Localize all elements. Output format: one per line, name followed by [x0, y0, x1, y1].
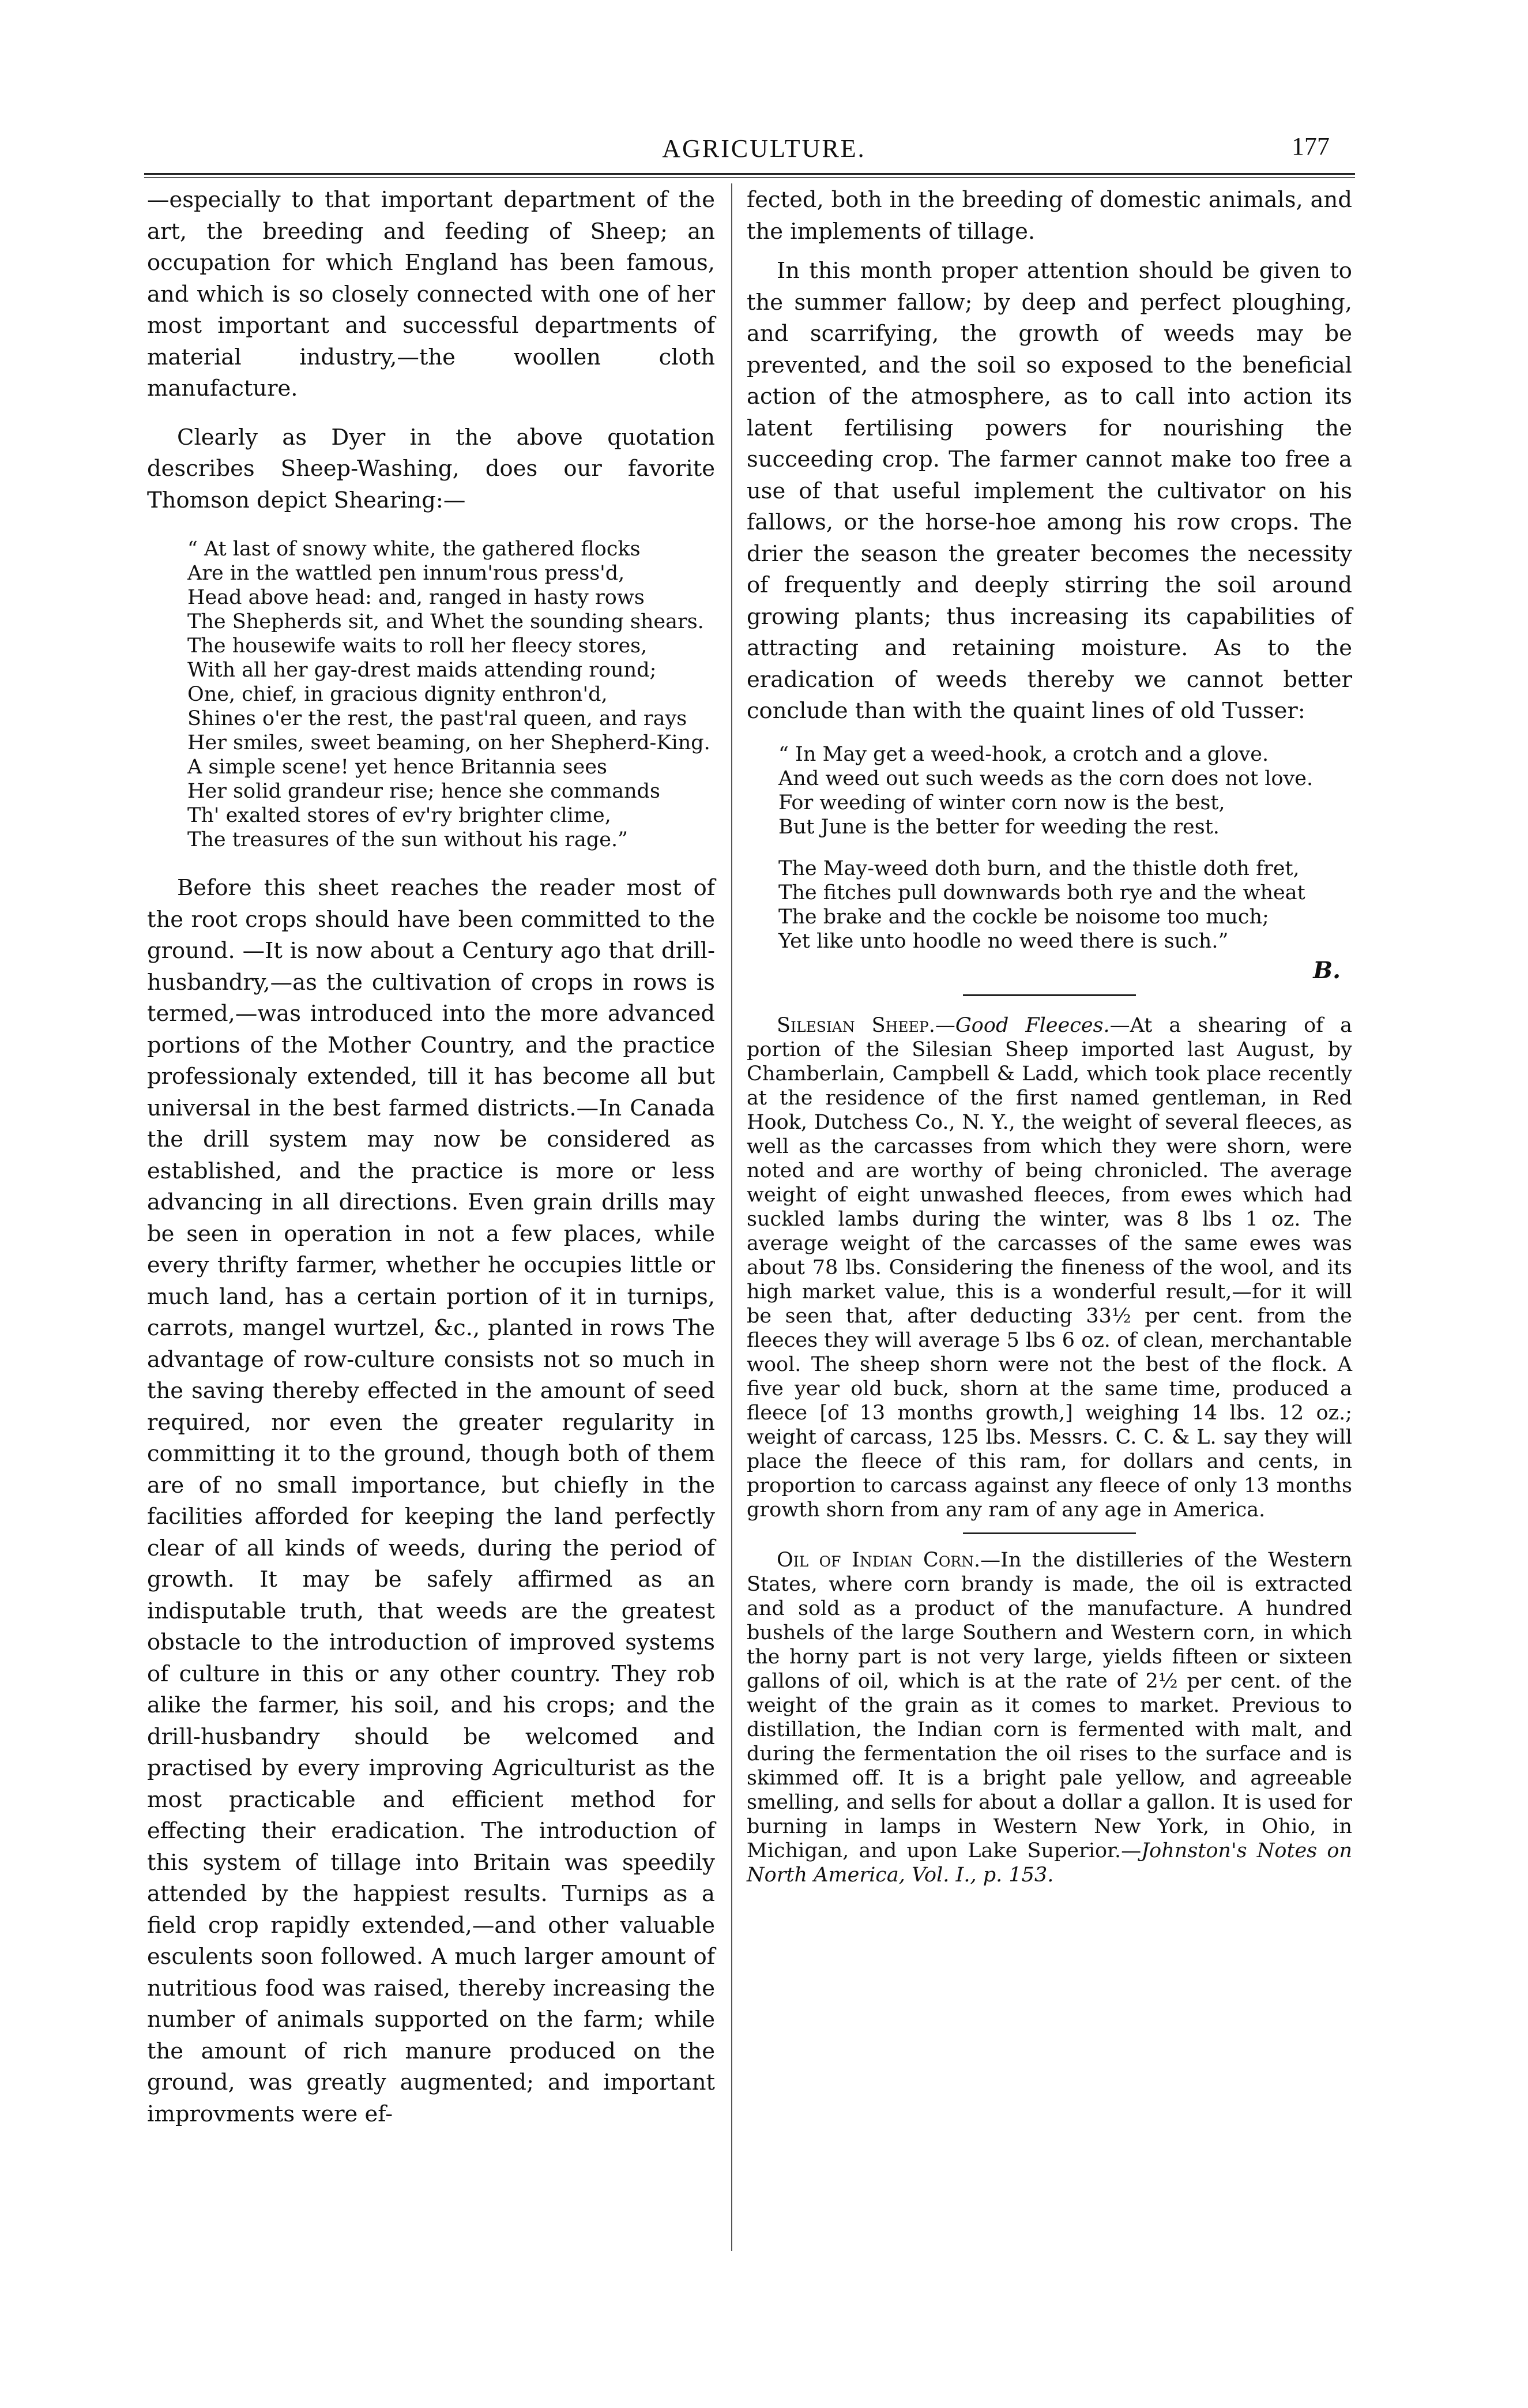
section-divider	[963, 1532, 1136, 1534]
section-title: AGRICULTURE.	[662, 134, 866, 163]
poem-line: Yet like unto hoodle no weed there is such.”	[778, 929, 1229, 953]
header-rule-thin	[144, 177, 1355, 178]
article-subtitle: Good Fleeces.	[955, 1013, 1110, 1037]
poem-line: And weed out such weeds as the corn does not love.	[778, 767, 1314, 790]
poem-line: The Shepherds sit, and Whet the sounding shears.	[187, 610, 704, 633]
indian-corn-oil-article	[747, 1548, 1352, 1887]
article-source: Johnston's Notes on North America, Vol. I., p. 153.	[747, 1839, 1352, 1887]
paragraph-drill-husbandry: Before this sheet reaches the reader most of the root crops should have been committed to the ground. —It is now about a Century ago that drill-husbandry,—as the cultivation of crops in rows is termed,—was introduced into the more advanced portions of the Mother Country, and the practice professionaly extended, till it has become all but universal in the best farmed districts.—In Canada the drill system may now be considered as established, and the practice is more or less advancing in all directions. Even grain drills may be seen in operation in not a few places, while every thrifty farmer, whether he occupies little or much land, has a certain portion of it in turnips, carrots, mangel wurtzel, &c., planted in rows The advantage of row-culture consists not so much in the saving thereby effected in the amount of seed required, nor even the greater regularity in committing it to the ground, though both of them are of no small importance, but chiefly in the facilities afforded for keeping the land perfectly clear of all kinds of weeds, during the period of growth. It may be safely affirmed as an indisputable truth, that weeds are the greatest obstacle to the introduction of improved systems of culture in this or any other country. They rob alike the farmer, his soil, and his crops; and the drill-husbandry should be welcomed and practised by every improving Agriculturist as the most practicable and efficient method for effecting their eradication. The introduction of this system of tillage into Britain was speedily attended by the happiest results. Turnips as a field crop rapidly extended,—and other valuable esculents soon followed. A much larger amount of nutritious food was raised, thereby increasing the number of animals supported on the farm; while the amount of rich manure produced on the ground, was greatly augmented; and important improvments were ef-	[147, 875, 715, 2127]
author-signature: B.	[1313, 956, 1341, 984]
paragraph-summer-fallow: In this month proper attention should be given to the summer fallow; by deep and perfect ploughing, and scarrifying, the growth of weeds may be prevented, and the soil so exposed to the beneficial action of the atmosphere, as to call into action its latent fertilising powers for nourishing the succeeding crop. The farmer cannot make too free a use of that useful implement the cultivator on his fallows, or the horse-hoe among his row crops. The drier the season the greater becomes the necessity of frequently and deeply stirring the soil around growing plants; thus increasing its capabilities of attracting and retaining moisture. As to the eradication of weeds thereby we cannot better conclude than with the quaint lines of old Tusser:	[747, 258, 1352, 724]
right-column	[747, 185, 1352, 1887]
poem-line: The housewife waits to roll her fleecy stores,	[187, 634, 648, 658]
poem-line: Are in the wattled pen innum'rous press'd,	[187, 562, 625, 585]
poem-line: The treasures of the sun without his rage.”	[187, 828, 628, 851]
article-body: —In the distilleries of the Western States, where corn brandy is made, the oil is extracted and sold as a product of the manufacture. A hundred bushels of the large Southern and Western corn, in which the horny part is not very large, yields fifteen or sixteen gallons of oil, which is at the rate of 2½ per cent. of the weight of the grain as it comes to market. Previous to distillation, the Indian corn is fermented with malt, and during the fermentation the oil rises to the surface and is skimmed off. It is a bright pale yellow, and agreeable smelling, and sells for about a dollar a gallon. It is used for burning in lamps in Western New York, in Ohio, in Michigan, and upon Lake Superior.—	[747, 1548, 1352, 1862]
poem-line: For weeding of winter corn now is the best,	[778, 791, 1225, 814]
page-number: 177	[1292, 132, 1330, 160]
article-dash: —	[935, 1013, 955, 1037]
poem-line: One, chief, in gracious dignity enthron'd,	[187, 683, 608, 706]
left-column	[147, 185, 715, 2130]
paragraph-shearing-intro: Clearly as Dyer in the above quotation describes Sheep-Washing, does our favorite Thomson depict Shearing:—	[147, 424, 715, 513]
poem-line: Her smiles, sweet beaming, on her Shepherd-King.	[187, 731, 710, 754]
column-divider	[731, 183, 732, 2251]
poem-line: But June is the better for weeding the rest.	[778, 815, 1220, 839]
poem-line: Her solid grandeur rise; hence she commands	[187, 780, 661, 803]
poem-line: Shines o'er the rest, the past'ral queen, and rays	[187, 707, 687, 730]
poem-line: Th' exalted stores of ev'ry brighter clime,	[187, 804, 611, 827]
poem-line: Head above head: and, ranged in hasty rows	[187, 586, 645, 609]
thomson-poem	[147, 537, 715, 852]
article-title: Silesian Sheep.	[777, 1013, 935, 1037]
poem-line: “ In May get a weed-hook, a crotch and a glove.	[778, 742, 1269, 766]
header-rule	[144, 173, 1355, 175]
tusser-poem	[747, 742, 1352, 953]
article-title: Oil of Indian Corn.	[777, 1548, 981, 1572]
article-body: —At a shearing of a portion of the Silesian Sheep imported last August, by Chamberlain, Campbell & Ladd, which took place recently at the residence of the first named gentleman, in Red Hook, Dutchess Co., N. Y., the weight of several fleeces, as well as the carcasses from which they were shorn, were noted and are worthy of being chronicled. The average weight of eight unwashed fleeces, from ewes which had suckled lambs during the winter, was 8 lbs 1 oz. The average weight of the carcasses of the same ewes was about 78 lbs. Considering the fineness of the wool, and its high market value, this is a wonderful result,—for it will be seen that, after deducting 33½ per cent. from the fleeces they will average 5 lbs 6 oz. of clean, merchantable wool. The sheep shorn were not the best of the flock. A five year old buck, shorn at the same time, produced a fleece [of 13 months growth,] weighing 14 lbs. 12 oz.; weight of carcass, 125 lbs. Messrs. C. C. & L. say they will place the fleece of this ram, for dollars and cents, in proportion to carcass against any fleece of only 13 months growth shorn from any ram of any age in America.	[747, 1013, 1352, 1522]
poem-line: The May-weed doth burn, and the thistle doth fret,	[778, 856, 1300, 880]
paragraph-continuation: fected, both in the breeding of domestic animals, and the implements of tillage.	[747, 187, 1352, 245]
section-divider	[963, 994, 1136, 996]
paragraph-sheep-breeding: —especially to that important department of the art, the breeding and feeding of Sheep; an occupation for which England has been famous, and which is so closely connected with one of her most important and successful departments of material industry,—the woollen cloth manufacture.	[147, 187, 715, 401]
poem-line: The fitches pull downwards both rye and the wheat	[778, 881, 1305, 904]
poem-line: With all her gay-drest maids attending round;	[187, 659, 657, 682]
poem-line: A simple scene! yet hence Britannia sees	[187, 756, 608, 779]
poem-line: “ At last of snowy white, the gathered flocks	[187, 538, 641, 561]
poem-line: The brake and the cockle be noisome too much;	[778, 905, 1269, 929]
silesian-sheep-article	[747, 1013, 1352, 1522]
